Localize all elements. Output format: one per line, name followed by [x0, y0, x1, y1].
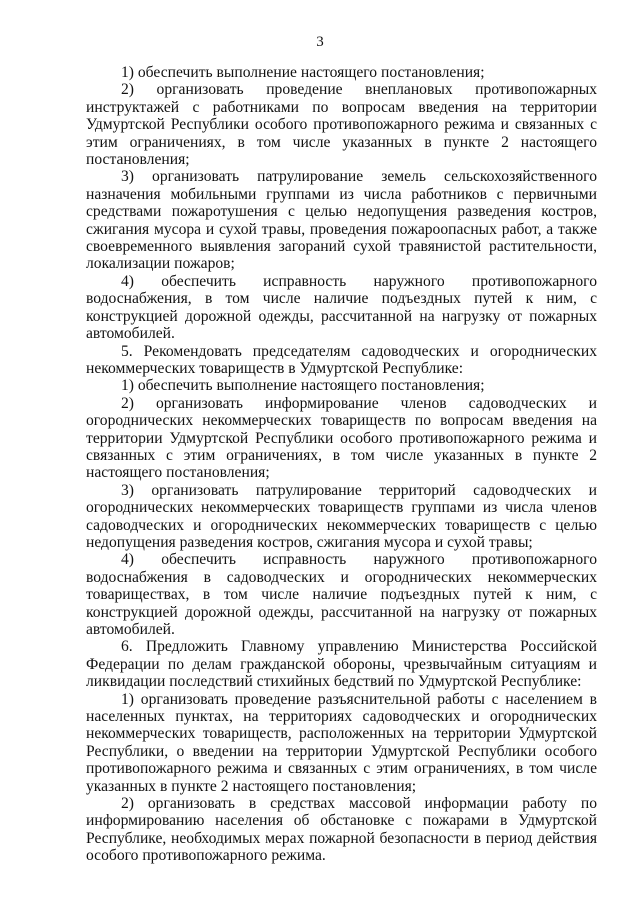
paragraph-6: 1) обеспечить выполнение настоящего постановления; — [121, 377, 485, 395]
paragraph-9: 4) обеспечить исправность наружного противопожарного водоснабжения в садоводческих и огороднических некоммерческих товариществах, в том числе наличие подъездных путей к ним, с конструкцией дорожной одежды, рассчитанной на нагрузку от пожарных автомобилей. — [86, 551, 597, 638]
paragraph-11: 1) организовать проведение разъяснительной работы с населением в населенных пунктах, на территориях садоводческих и огороднических некоммерческих товариществ, расположенных на территории Удмуртской Республики, о введении на территории Удмуртской Республики особого противопожарного режима и связанных с этим ограничениях, в том числе указанных в пункте 2 настоящего постановления; — [86, 690, 597, 795]
paragraph-1: 1) обеспечить выполнение настоящего постановления; — [121, 64, 485, 81]
paragraph-5: 5. Рекомендовать председателям садоводческих и огороднических некоммерческих товариществ в Удмуртской Республике: — [86, 342, 597, 377]
page-number: 3 — [316, 34, 324, 50]
paragraph-8: 3) организовать патрулирование территорий садоводческих и огороднических некоммерческих товариществ группами из числа членов садоводческих и огороднических некоммерческих товариществ с целью недопущения разведения костров, сжигания мусора и сухой травы; — [86, 481, 597, 551]
paragraph-7: 2) организовать информирование членов садоводческих и огороднических некоммерческих товариществ по вопросам введения на территории Удмуртской Республики особого противопожарного режима и связанных с этим ограничениях, в том числе указанных в пункте 2 настоящего постановления; — [86, 394, 597, 482]
paragraph-10: 6. Предложить Главному управлению Министерства Российской Федерации по делам гражданской обороны, чрезвычайным ситуациям и ликвидации последствий стихийных бедствий по Удмуртской Республике: — [86, 638, 597, 691]
document-body — [86, 64, 597, 865]
paragraph-2: 2) организовать проведение внеплановых противопожарных инструктажей с работниками по вопросам введения на территории Удмуртской Республики особого противопожарного режима и связанных с этим ограничениях, в том числе указанных в пункте 2 настоящего постановления; — [86, 81, 597, 169]
paragraph-12: 2) организовать в средствах массовой информации работу по информированию населения об обстановке с пожарами в Удмуртской Республике, необходимых мерах пожарной безопасности в период действия особого противопожарного режима. — [86, 795, 597, 865]
paragraph-3: 3) организовать патрулирование земель сельскохозяйственного назначения мобильными группами из числа работников с первичными средствами пожаротушения с целью недопущения разведения костров, сжигания мусора и сухой травы, проведения пожароопасных работ, а также своевременного выявления загораний сухой травянистой растительности, локализации пожаров; — [86, 168, 597, 273]
paragraph-4: 4) обеспечить исправность наружного противопожарного водоснабжения, в том числе наличие подъездных путей к ним, с конструкцией дорожной одежды, рассчитанной на нагрузку от пожарных автомобилей. — [86, 272, 597, 343]
